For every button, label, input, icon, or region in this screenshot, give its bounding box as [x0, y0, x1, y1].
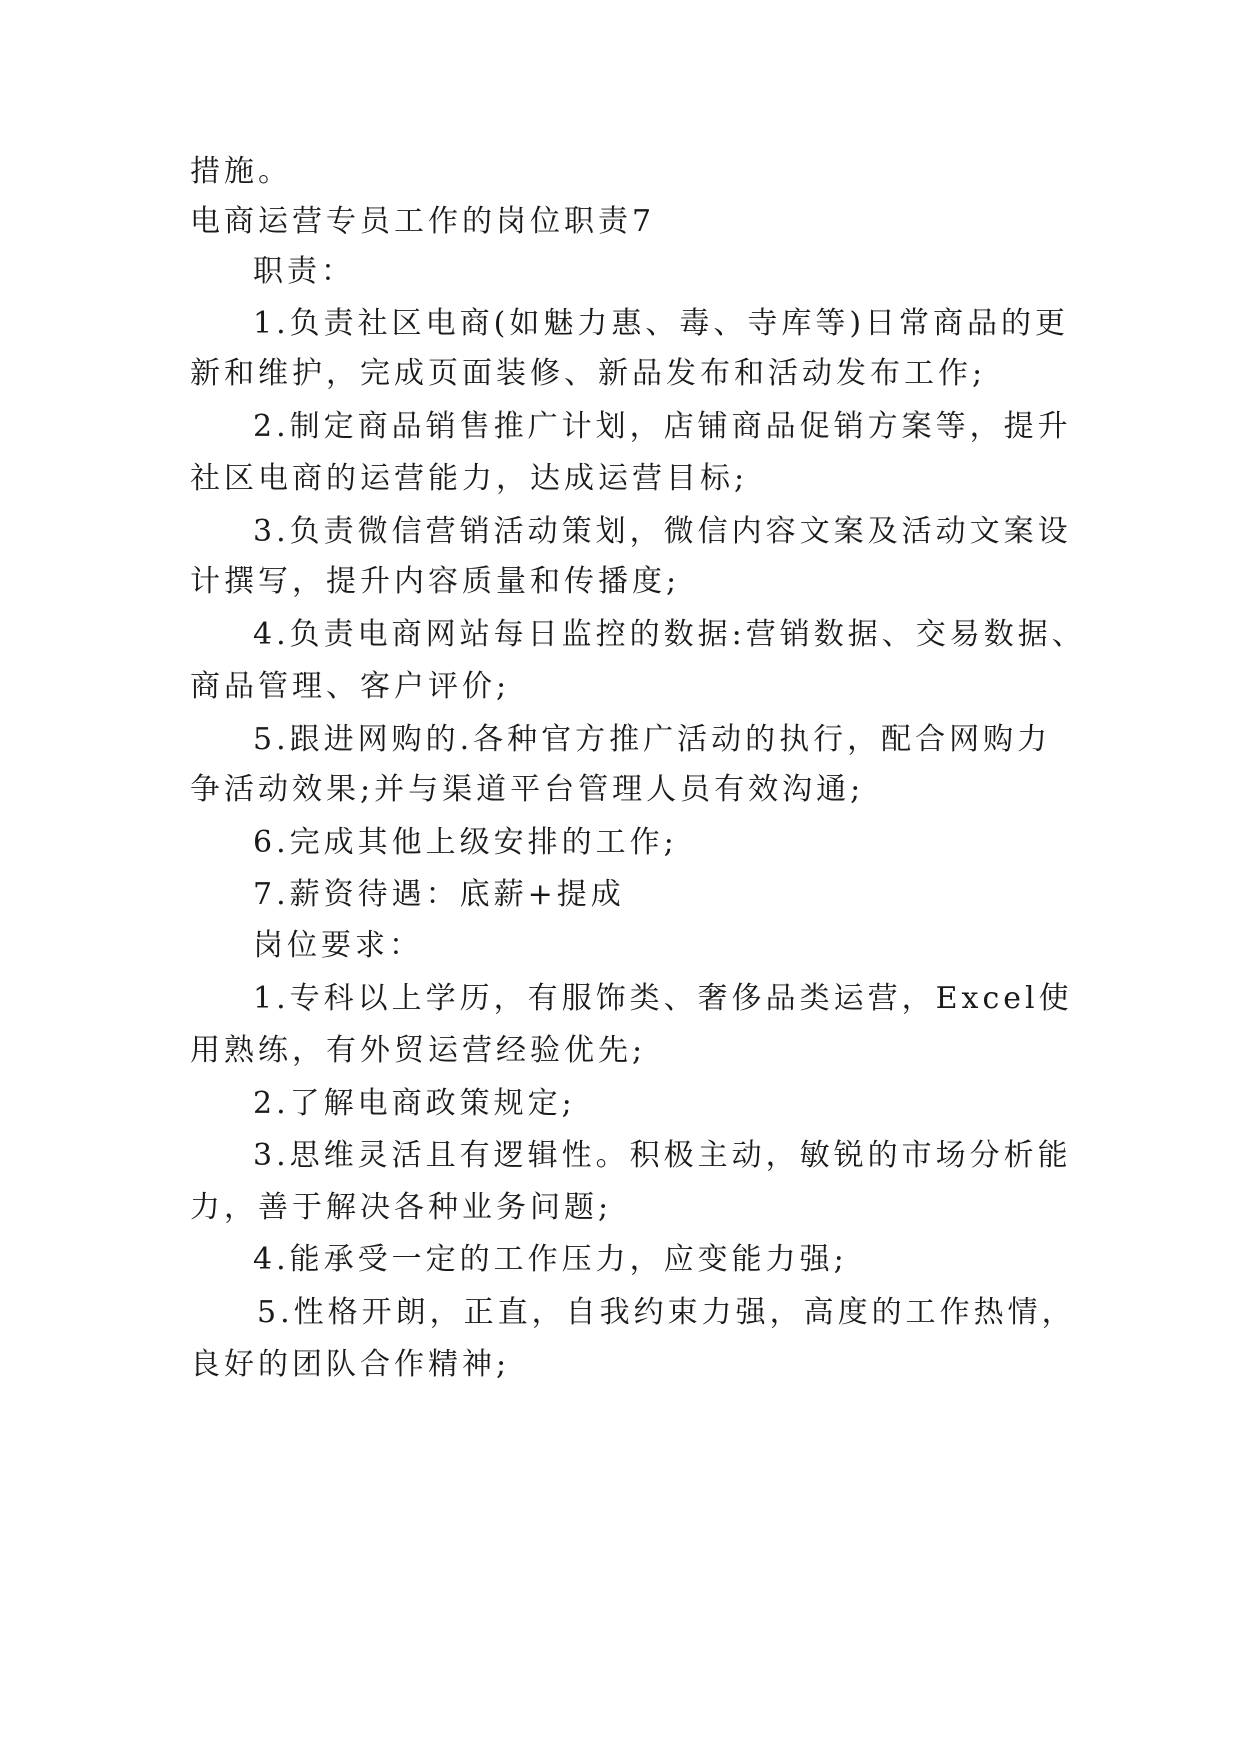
text-line: 力，善于解决各种业务问题;	[190, 1190, 613, 1225]
text-line: 用熟练，有外贸运营经验优先;	[190, 1033, 647, 1068]
text-line: 6.完成其他上级安排的工作;	[253, 825, 678, 860]
text-line: 2.制定商品销售推广计划，店铺商品促销方案等，提升	[253, 409, 1072, 444]
text-line: 良好的团队合作精神;	[190, 1347, 511, 1382]
text-line: 4.能承受一定的工作压力，应变能力强;	[253, 1242, 848, 1277]
text-line: 措施。	[190, 154, 292, 189]
text-line: 新和维护，完成页面装修、新品发布和活动发布工作;	[190, 356, 987, 391]
text-line: 商品管理、客户评价;	[190, 669, 511, 704]
text-line: 争活动效果;并与渠道平台管理人员有效沟通;	[190, 772, 865, 807]
text-line: 1.专科以上学历，有服饰类、奢侈品类运营，Excel使	[253, 981, 1073, 1016]
text-line: 3.思维灵活且有逻辑性。积极主动，敏锐的市场分析能	[253, 1138, 1072, 1173]
text-line: 计撰写，提升内容质量和传播度;	[190, 564, 681, 599]
text-line: 4.负责电商网站每日监控的数据:营销数据、交易数据、	[253, 617, 1086, 652]
text-line: 社区电商的运营能力，达成运营目标;	[190, 461, 749, 496]
text-line: 3.负责微信营销活动策划，微信内容文案及活动文案设	[253, 514, 1072, 549]
text-line: 1.负责社区电商(如魅力惠、毒、寺库等)日常商品的更	[253, 306, 1070, 341]
text-line: 2.了解电商政策规定;	[253, 1086, 576, 1121]
subheading-requirements: 岗位要求：	[253, 928, 423, 963]
subheading-duties: 职责：	[253, 254, 355, 289]
text-line: 7.薪资待遇：底薪+提成	[253, 877, 625, 912]
section-heading: 电商运营专员工作的岗位职责7	[190, 204, 656, 239]
text-line: 5.性格开朗，正直，自我约束力强，高度的工作热情，	[257, 1295, 1076, 1330]
text-line: 5.跟进网购的.各种官方推广活动的执行，配合网购力	[253, 722, 1052, 757]
